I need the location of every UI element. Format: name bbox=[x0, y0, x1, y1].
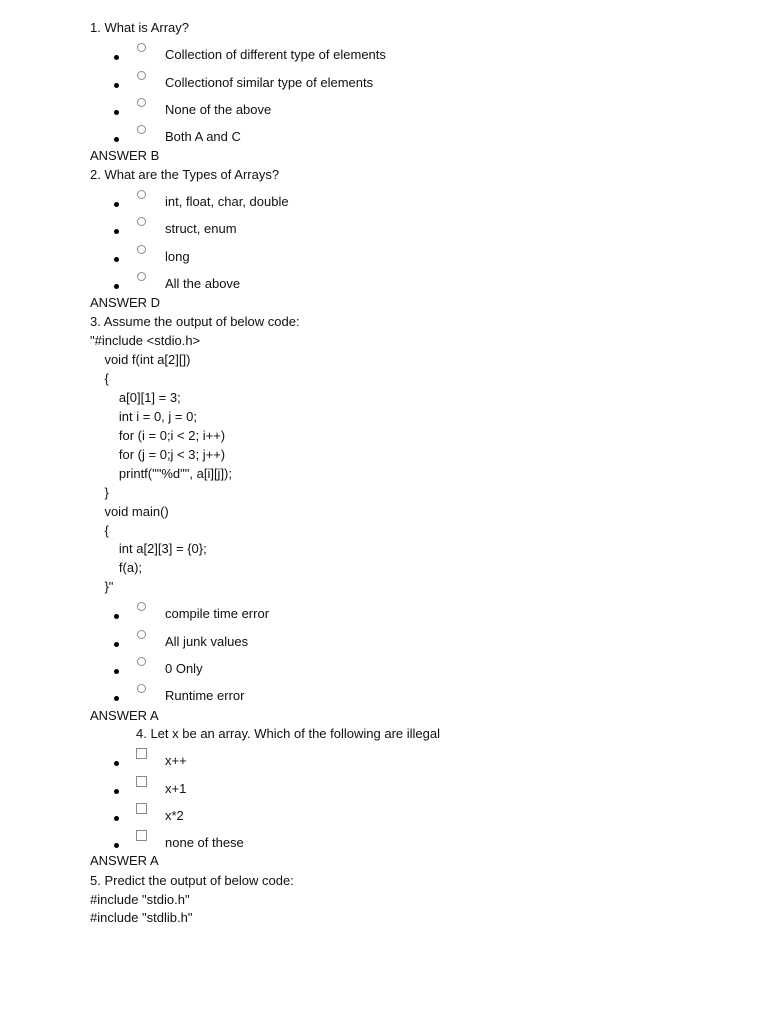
code-line: { bbox=[90, 523, 109, 538]
q2-option-a[interactable] bbox=[0, 194, 600, 214]
q1-answer: ANSWER B bbox=[90, 148, 160, 163]
bullet-icon bbox=[114, 642, 119, 647]
q3-answer: ANSWER A bbox=[90, 708, 159, 723]
code-line: { bbox=[90, 371, 109, 386]
radio-button-icon[interactable] bbox=[137, 98, 146, 107]
code-line: int a[2][3] = {0}; bbox=[90, 541, 207, 556]
radio-button-icon[interactable] bbox=[137, 217, 146, 226]
radio-button-icon[interactable] bbox=[137, 272, 146, 281]
bullet-icon bbox=[114, 83, 119, 88]
bullet-icon bbox=[114, 110, 119, 115]
q4-option-c[interactable] bbox=[0, 808, 600, 828]
code-line: printf(""%d"", a[i][j]); bbox=[90, 466, 232, 481]
code-line: #include "stdio.h" bbox=[90, 892, 190, 907]
code-line: void f(int a[2][]) bbox=[90, 352, 191, 367]
q4-option-b[interactable] bbox=[0, 781, 600, 801]
radio-button-icon[interactable] bbox=[137, 684, 146, 693]
q4-option-b-label: x+1 bbox=[165, 781, 187, 796]
bullet-icon bbox=[114, 843, 119, 848]
q1-option-a[interactable] bbox=[0, 47, 600, 67]
q4-option-d-label: none of these bbox=[165, 835, 244, 850]
code-line: a[0][1] = 3; bbox=[90, 390, 181, 405]
code-line: }" bbox=[90, 579, 114, 594]
q1-option-b-label: Collectionof similar type of elements bbox=[165, 75, 374, 90]
q3-option-b[interactable] bbox=[0, 634, 600, 654]
code-line: #include "stdlib.h" bbox=[90, 910, 193, 925]
q2-option-d-label: All the above bbox=[165, 276, 241, 291]
q3-option-a[interactable] bbox=[0, 606, 600, 626]
q4-answer: ANSWER A bbox=[90, 853, 159, 868]
q4-option-d[interactable] bbox=[0, 835, 600, 855]
q4-option-c-label: x*2 bbox=[165, 808, 184, 823]
q3-option-b-label: All junk values bbox=[165, 634, 249, 649]
q3-option-c[interactable] bbox=[0, 661, 600, 681]
q2-option-c-label: long bbox=[165, 249, 190, 264]
checkbox-icon[interactable] bbox=[136, 776, 147, 787]
q4-option-a[interactable] bbox=[0, 753, 600, 773]
radio-button-icon[interactable] bbox=[137, 125, 146, 134]
bullet-icon bbox=[114, 55, 119, 60]
bullet-icon bbox=[114, 816, 119, 821]
code-line: for (j = 0;j < 3; j++) bbox=[90, 447, 226, 462]
q3-option-d-label: Runtime error bbox=[165, 688, 245, 703]
q1-option-b[interactable] bbox=[0, 75, 600, 95]
code-line: f(a); bbox=[90, 560, 143, 575]
code-line: void main() bbox=[90, 504, 169, 519]
q1-option-d[interactable] bbox=[0, 129, 600, 149]
radio-button-icon[interactable] bbox=[137, 71, 146, 80]
q1-option-d-label: Both A and C bbox=[165, 129, 241, 144]
bullet-icon bbox=[114, 614, 119, 619]
question-3-text: 3. Assume the output of below code: bbox=[90, 314, 300, 329]
code-line: int i = 0, j = 0; bbox=[90, 409, 197, 424]
q1-option-c[interactable] bbox=[0, 102, 600, 122]
bullet-icon bbox=[114, 789, 119, 794]
q1-option-c-label: None of the above bbox=[165, 102, 272, 117]
q3-option-c-label: 0 Only bbox=[165, 661, 203, 676]
bullet-icon bbox=[114, 284, 119, 289]
q2-option-d[interactable] bbox=[0, 276, 600, 296]
q3-option-d[interactable] bbox=[0, 688, 600, 708]
question-2-text: 2. What are the Types of Arrays? bbox=[90, 167, 280, 182]
q2-option-b[interactable] bbox=[0, 221, 600, 241]
bullet-icon bbox=[114, 137, 119, 142]
bullet-icon bbox=[114, 669, 119, 674]
q2-answer: ANSWER D bbox=[90, 295, 161, 310]
question-4-text: 4. Let x be an array. Which of the following are illegal bbox=[136, 726, 440, 741]
checkbox-icon[interactable] bbox=[136, 803, 147, 814]
bullet-icon bbox=[114, 229, 119, 234]
bullet-icon bbox=[114, 761, 119, 766]
q4-option-a-label: x++ bbox=[165, 753, 187, 768]
q3-option-a-label: compile time error bbox=[165, 606, 270, 621]
radio-button-icon[interactable] bbox=[137, 602, 146, 611]
bullet-icon bbox=[114, 202, 119, 207]
question-5-text: 5. Predict the output of below code: bbox=[90, 873, 294, 888]
checkbox-icon[interactable] bbox=[136, 748, 147, 759]
bullet-icon bbox=[114, 257, 119, 262]
radio-button-icon[interactable] bbox=[137, 43, 146, 52]
q2-option-a-label: int, float, char, double bbox=[165, 194, 289, 209]
checkbox-icon[interactable] bbox=[136, 830, 147, 841]
q1-option-a-label: Collection of different type of elements bbox=[165, 47, 386, 62]
code-line: } bbox=[90, 485, 109, 500]
question-1-text: 1. What is Array? bbox=[90, 20, 189, 35]
radio-button-icon[interactable] bbox=[137, 245, 146, 254]
q2-option-b-label: struct, enum bbox=[165, 221, 237, 236]
bullet-icon bbox=[114, 696, 119, 701]
radio-button-icon[interactable] bbox=[137, 630, 146, 639]
q2-option-c[interactable] bbox=[0, 249, 600, 269]
code-line: for (i = 0;i < 2; i++) bbox=[90, 428, 226, 443]
code-line: "#include <stdio.h> bbox=[90, 333, 201, 348]
radio-button-icon[interactable] bbox=[137, 657, 146, 666]
radio-button-icon[interactable] bbox=[137, 190, 146, 199]
